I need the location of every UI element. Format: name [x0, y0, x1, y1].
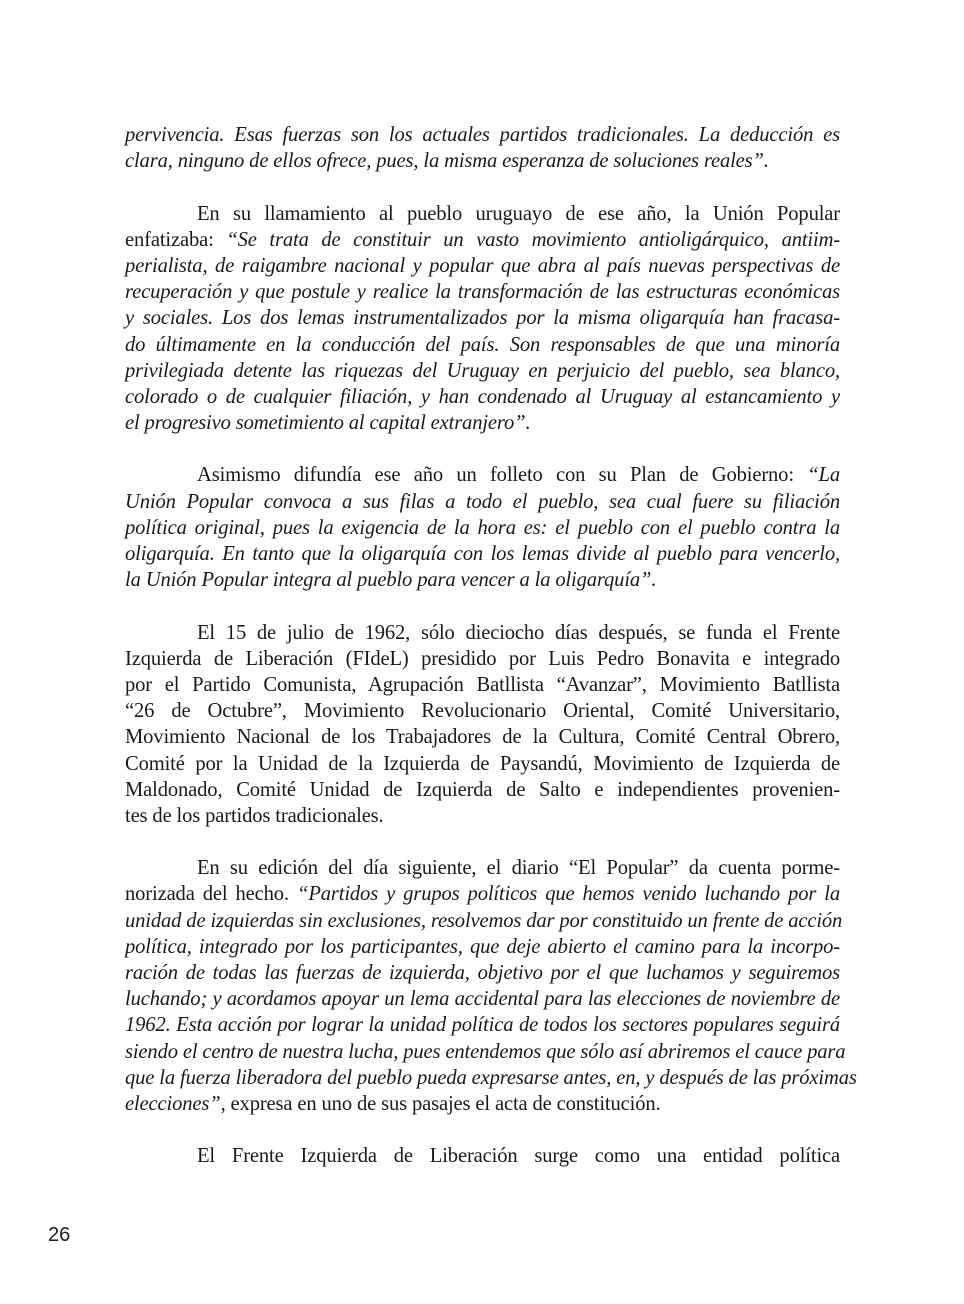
text-line [125, 1065, 857, 1091]
quoted-text: “La [807, 464, 840, 487]
text-line [125, 122, 840, 148]
text-line [125, 646, 840, 672]
body-text-run: tes de los partidos tradicionales. [125, 804, 384, 827]
body-text-run: enfatizaba: [125, 228, 227, 251]
text-line [125, 960, 840, 986]
text-line [125, 908, 843, 934]
quoted-text: la Unión Popular integra al pueblo para vencer a la oligarquía”. [125, 569, 657, 592]
text-line [125, 567, 840, 593]
text-line [125, 148, 840, 174]
text-line [125, 410, 840, 436]
text-line [125, 803, 840, 829]
page-number: 26 [48, 1224, 71, 1246]
text-line [125, 515, 840, 541]
quoted-text: el progresivo sometimiento al capital extranjero”. [125, 412, 531, 435]
paragraph [125, 620, 840, 830]
text-line [125, 541, 840, 567]
quoted-text: elecciones” [125, 1092, 221, 1115]
body-text-run: Comité por la Unidad de la Izquierda de Paysandú, Movimiento de Izquierda de [125, 752, 840, 775]
text-line [125, 201, 840, 227]
quoted-text: y sociales. Los dos lemas instrumentalizados por la misma oligarquía han fracasa- [125, 307, 840, 330]
text-line [125, 227, 840, 253]
text-line [125, 489, 840, 515]
quoted-text: “Partidos y grupos políticos que hemos venido luchando por la [297, 883, 840, 906]
quoted-text: siendo el centro de nuestra lucha, pues entendemos que sólo así abriremos el cauce para [125, 1040, 846, 1063]
quoted-text: privilegiada detente las riquezas del Uruguay en perjuicio del pueblo, sea blanco, [125, 359, 840, 382]
text-line [125, 1143, 840, 1169]
quoted-text: política, integrado por los participantes, que deje abierto el camino para la incorpo- [125, 935, 840, 958]
quoted-text: perialista, de raigambre nacional y popular que abra al país nuevas perspectivas de [125, 254, 840, 277]
body-text-run: El Frente Izquierda de Liberación surge como una entidad política [197, 1145, 840, 1168]
text-line [125, 724, 840, 750]
body-text [125, 122, 857, 1196]
paragraph [125, 201, 840, 437]
text-line [125, 620, 840, 646]
quoted-text: recuperación y que postule y realice la transformación de las estructuras económicas [125, 281, 840, 304]
paragraph [125, 122, 840, 174]
text-line [125, 279, 840, 305]
quoted-text: luchando; y acordamos apoyar un lema accidental para las elecciones de noviembre de [125, 988, 840, 1011]
body-text-run: Asimismo difundía ese año un folleto con su Plan de Gobierno: [197, 464, 808, 487]
text-line [125, 253, 840, 279]
text-line [125, 462, 840, 488]
paragraph [125, 1143, 840, 1169]
text-line [125, 986, 840, 1012]
paragraph [125, 462, 840, 593]
quoted-text: ración de todas las fuerzas de izquierda, objetivo por el que luchamos y seguiremos [125, 962, 840, 984]
quoted-text: “Se trata de constituir un vasto movimiento antioligárquico, antiim- [226, 228, 841, 251]
paragraph [125, 855, 857, 1117]
text-line [125, 934, 840, 960]
text-line [125, 777, 840, 803]
text-line [125, 881, 840, 907]
text-line [125, 1012, 840, 1038]
body-text-run: Maldonado, Comité Unidad de Izquierda de Salto e independientes provenien- [125, 778, 840, 801]
text-line [125, 384, 840, 410]
quoted-text: oligarquía. En tanto que la oligarquía con los lemas divide al pueblo para vencerlo, [125, 543, 840, 565]
text-line [125, 332, 840, 358]
body-text-run: norizada del hecho. [125, 883, 298, 906]
quoted-text: unidad de izquierdas sin exclusiones, resolvemos dar por constituido un frente de acción [125, 909, 843, 932]
body-text-run: El 15 de julio de 1962, sólo dieciocho días después, se funda el Frente [197, 621, 840, 644]
text-line [125, 358, 840, 384]
body-text-run: Movimiento Nacional de los Trabajadores de la Cultura, Comité Central Obrero, [125, 726, 840, 749]
text-line [125, 1039, 846, 1065]
text-line [125, 305, 840, 331]
text-line [125, 698, 840, 724]
body-text-run: En su edición del día siguiente, el diario “El Popular” da cuenta porme- [197, 857, 840, 880]
body-text-run: Izquierda de Liberación (FIdeL) presidido por Luis Pedro Bonavita e integrado [125, 647, 840, 670]
quoted-text: do últimamente en la conducción del país. Son responsables de que una minoría [125, 333, 840, 356]
quoted-text: política original, pues la exigencia de la hora es: el pueblo con el pueblo contra la [125, 516, 840, 539]
body-text-run: “26 de Octubre”, Movimiento Revolucionario Oriental, Comité Universitario, [125, 700, 840, 723]
text-line [125, 1091, 840, 1117]
text-line [125, 751, 840, 777]
text-line [125, 672, 840, 698]
quoted-text: Unión Popular convoca a sus filas a todo el pueblo, sea cual fuere su filiación [125, 490, 840, 513]
body-text-run: , expresa en uno de sus pasajes el acta de constitución. [220, 1092, 661, 1115]
body-text-run: por el Partido Comunista, Agrupación Batllista “Avanzar”, Movimiento Batllista [125, 673, 840, 696]
text-line [125, 855, 840, 881]
quoted-text: 1962. Esta acción por lograr la unidad política de todos los sectores populares seguirá [125, 1014, 840, 1037]
quoted-text: pervivencia. Esas fuerzas son los actuales partidos tradicionales. La deducción es [125, 124, 840, 146]
body-text-run: En su llamamiento al pueblo uruguayo de ese año, la Unión Popular [197, 202, 840, 225]
quoted-text: que la fuerza liberadora del pueblo pueda expresarse antes, en, y después de las próximas [125, 1066, 857, 1089]
quoted-text: colorado o de cualquier filiación, y han condenado al Uruguay al estancamiento y [125, 385, 840, 408]
quoted-text: clara, ninguno de ellos ofrece, pues, la misma esperanza de soluciones reales”. [125, 150, 769, 173]
